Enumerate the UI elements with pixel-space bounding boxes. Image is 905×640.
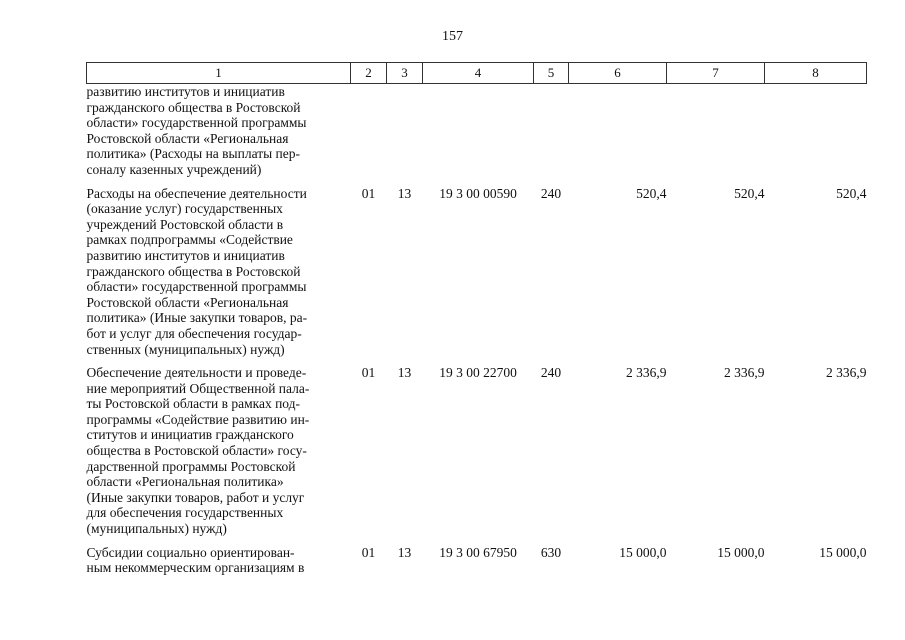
description-line: бот и услуг для обеспечения государ- (86, 325, 302, 341)
description-line: развитию институтов и инициатив (86, 84, 285, 99)
description-line: программы «Содействие развитию ин- (86, 411, 310, 427)
description-cell (87, 365, 351, 545)
column-header: 7 (667, 63, 765, 84)
table-row (87, 545, 867, 584)
amount-year-2: 2 336,9 (724, 365, 765, 381)
section-code: 01 (361, 365, 376, 381)
description-line: гражданского общества в Ростовской (86, 99, 301, 115)
description-line: Ростовской области «Региональная (86, 130, 289, 146)
target-article-code: 19 3 00 22700 (439, 365, 517, 381)
description-line: рамках подпрограммы «Содействие (86, 232, 293, 248)
description-line: политика» (Иные закупки товаров, ра- (86, 310, 308, 326)
amount-year-1: 2 336,9 (626, 365, 667, 381)
description-line: (оказание услуг) государственных (86, 201, 283, 217)
expense-type-code: 630 (540, 544, 562, 560)
column-header: 8 (765, 63, 867, 84)
description-line: для обеспечения государственных (86, 505, 284, 521)
subsection-code: 13 (397, 365, 412, 381)
description-line: ным некоммерческим организациям в (86, 560, 305, 576)
description-line: общества в Ростовской области» госу- (86, 443, 307, 459)
description-cell (87, 186, 351, 366)
amount-year-3: 15 000,0 (819, 544, 867, 560)
table-row-continuation (87, 84, 867, 186)
subsection-code: 13 (397, 544, 412, 560)
description-line: (Иные закупки товаров, работ и услуг (86, 489, 305, 505)
section-code: 01 (361, 544, 376, 560)
column-header: 3 (387, 63, 423, 84)
description-line: области» государственной программы (86, 279, 307, 295)
column-header: 6 (569, 63, 667, 84)
description-line: гражданского общества в Ростовской (86, 263, 301, 279)
header-row (87, 63, 867, 84)
description-line: ственных (муниципальных) нужд) (86, 341, 285, 357)
description-line: Расходы на обеспечение деятельности (86, 185, 307, 201)
budget-table (86, 62, 867, 584)
table-row (87, 186, 867, 366)
page-number: 157 (442, 29, 463, 44)
table-row (87, 365, 867, 545)
target-article-code: 19 3 00 67950 (439, 544, 517, 560)
description-line: Обеспечение деятельности и проведе- (86, 365, 307, 381)
amount-year-2: 15 000,0 (717, 544, 765, 560)
target-article-code: 19 3 00 00590 (439, 185, 517, 201)
amount-year-1: 15 000,0 (619, 544, 667, 560)
amount-year-3: 520,4 (836, 185, 867, 201)
section-code: 01 (361, 185, 376, 201)
description-line: области «Региональная политика» (86, 474, 284, 490)
column-header: 4 (423, 63, 534, 84)
description-line: ты Ростовской области в рамках под- (86, 396, 301, 412)
amount-year-1: 520,4 (636, 185, 667, 201)
description-line: соналу казенных учреждений) (86, 161, 262, 177)
description-line: ститутов и инициатив гражданского (86, 427, 294, 443)
column-header: 1 (87, 63, 351, 84)
expense-type-code: 240 (540, 185, 562, 201)
description-line: ние мероприятий Общественной пала- (86, 380, 310, 396)
description-cell (87, 545, 351, 584)
description-line: политика» (Расходы на выплаты пер- (86, 146, 301, 162)
description-cell (87, 84, 351, 186)
description-line: Ростовской области «Региональная (86, 294, 289, 310)
description-line: Субсидии социально ориентирован- (86, 544, 295, 560)
description-line: области» государственной программы (86, 115, 307, 131)
description-line: дарственной программы Ростовской (86, 458, 296, 474)
expense-type-code: 240 (540, 365, 562, 381)
description-line: (муниципальных) нужд) (86, 521, 227, 537)
amount-year-2: 520,4 (734, 185, 765, 201)
description-line: развитию институтов и инициатив (86, 247, 285, 263)
column-header: 2 (351, 63, 387, 84)
amount-year-3: 2 336,9 (826, 365, 867, 381)
subsection-code: 13 (397, 185, 412, 201)
description-line: учреждений Ростовской области в (86, 216, 284, 232)
column-header: 5 (534, 63, 569, 84)
